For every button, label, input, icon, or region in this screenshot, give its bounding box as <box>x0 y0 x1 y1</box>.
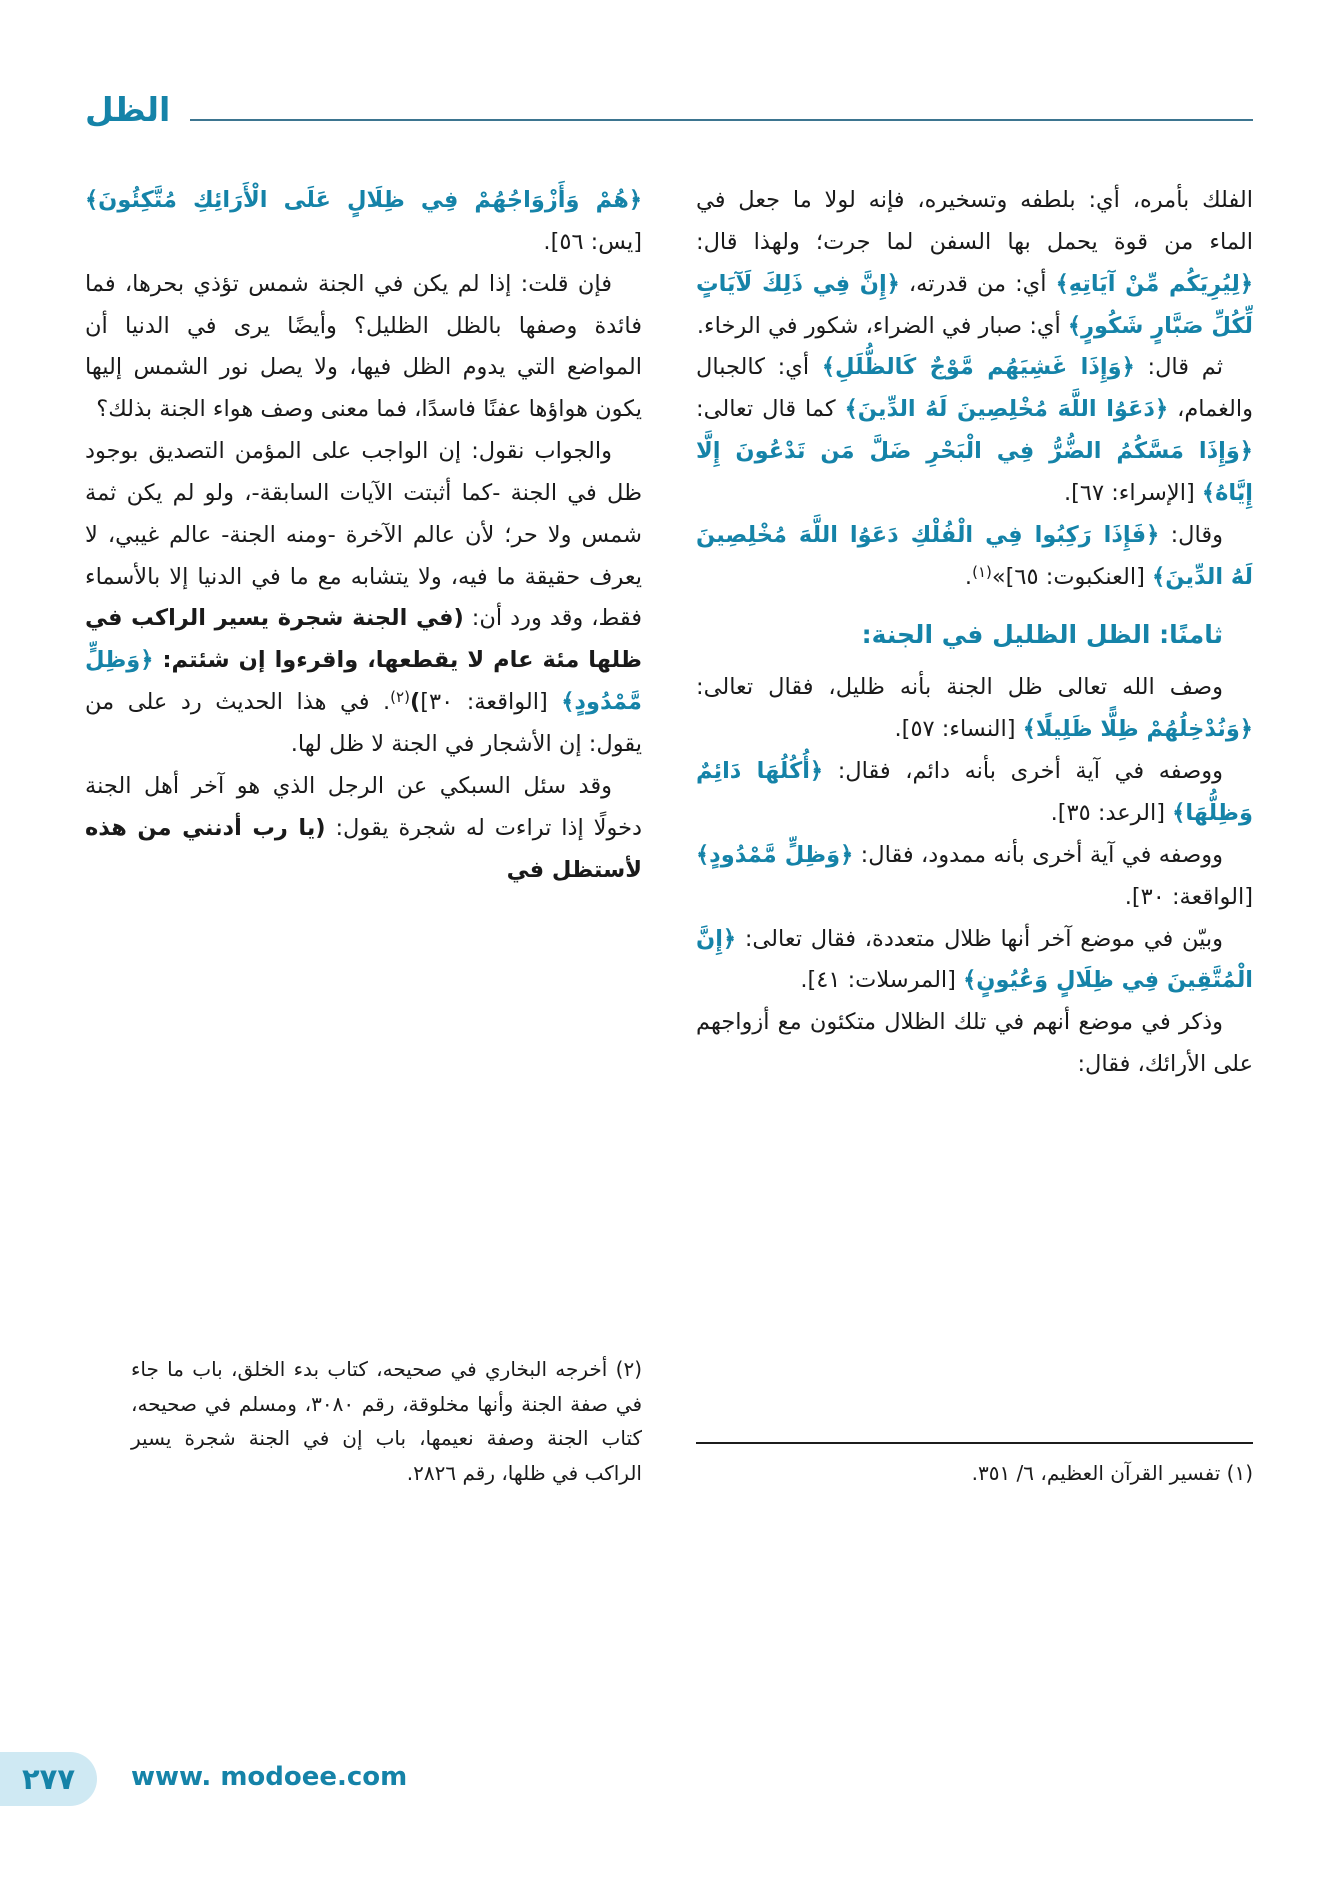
page-content <box>85 180 1253 1490</box>
emphasized-text: (في الجنة شجرة يسير الراكب في ظلها مئة عام لا يقطعها، واقرءوا إن شئتم: <box>85 605 642 674</box>
verse-reference: [العنكبوت: ٦٥] <box>1005 563 1153 590</box>
text-segment: . <box>964 563 973 590</box>
quran-verse: ﴿إِنَّ الْمُتَّقِينَ فِي ظِلَالٍ وَعُيُونٍ﴾ <box>696 925 1253 994</box>
text-segment: وصف الله تعالى ظل الجنة بأنه ظليل، فقال تعالى: <box>696 674 1223 701</box>
text-segment: . في هذا الحديث رد على من يقول: إن الأشجار في الجنة لا ظل لها. <box>85 689 642 757</box>
text-segment: ووصفه في آية أخرى بأنه دائم، فقال: <box>823 758 1223 785</box>
quran-verse: ﴿وَإِذَا غَشِيَهُم مَّوْجٌ كَالظُّلَلِ﴾ <box>821 354 1135 381</box>
text-segment: أي: من قدرته، <box>899 270 1056 297</box>
header-rule <box>190 119 1253 121</box>
paragraph <box>696 1002 1253 1086</box>
footnote-marker: (٢) <box>390 688 410 707</box>
column-second <box>85 180 642 1490</box>
footnote-marker: (١) <box>972 562 992 581</box>
text-segment: (٢) أخرجه البخاري في صحيحه، كتاب بدء الخلق، باب ما جاء في صفة الجنة وأنها مخلوقة، رقم ٣٠٨٠، ومسلم في صحيحه، كتاب الجنة وصفة نعيمها، باب إن في الجنة شجرة يسير الراكب في ظلها، رقم ٢٨٢٦. <box>131 1357 642 1485</box>
footnote-separator <box>696 1442 1253 1444</box>
text-segment: وقد سئل السبكي عن الرجل الذي هو آخر أهل الجنة دخولًا إذا تراءت له شجرة يقول: <box>85 772 642 841</box>
quran-verse: ﴿فَإِذَا رَكِبُوا فِي الْفُلْكِ دَعَوُا اللَّهَ مُخْلِصِينَ لَهُ الدِّينَ﴾ <box>696 521 1253 590</box>
paragraph <box>85 264 642 431</box>
page-header <box>85 92 1253 128</box>
section-heading: ثامنًا: الظل الظليل في الجنة: <box>861 620 1223 650</box>
text-segment: الفلك بأمره، أي: بلطفه وتسخيره، فإنه لولا ما جعل في الماء من قوة يحمل بها السفن لما جرت؛ ولهذا قال: <box>696 187 1253 255</box>
verse-reference: [المرسلات: ٤١]. <box>800 967 964 994</box>
quran-verse: ﴿وَظِلٍّ مَّمْدُودٍ﴾ <box>696 841 854 868</box>
paragraph <box>85 431 642 766</box>
paragraph <box>85 766 642 892</box>
verse-reference: [الإسراء: ٦٧]. <box>1063 479 1202 506</box>
text-segment: أي: صبار في الضراء، شكور في الرخاء. <box>696 312 1068 339</box>
footnotes-section <box>85 1338 642 1490</box>
verse-reference: [النساء: ٥٧]. <box>894 716 1023 743</box>
footnotes-section <box>696 1428 1253 1490</box>
text-segment: » <box>991 563 1006 590</box>
paragraph <box>696 347 1253 514</box>
column-first <box>696 180 1253 1490</box>
quran-verse: ﴿وَظِلٍّ مَّمْدُودٍ﴾ <box>85 647 642 716</box>
quran-verse: ﴿دَعَوُا اللَّهَ مُخْلِصِينَ لَهُ الدِّينَ﴾ <box>844 396 1169 423</box>
quran-verse: ﴿إِنَّ فِي ذَلِكَ لَآيَاتٍ لِّكُلِّ صَبَّارٍ شَكُورٍ﴾ <box>696 270 1253 339</box>
text-segment: كما قال تعالى: <box>696 396 845 423</box>
paragraph <box>696 180 1253 347</box>
quran-verse: ﴿لِيُرِيَكُم مِّنْ آيَاتِهِ﴾ <box>1055 270 1253 297</box>
quran-verse: ﴿أُكُلُهَا دَائِمٌ وَظِلُّهَا﴾ <box>696 758 1253 826</box>
verse-reference: [الواقعة: ٣٠] <box>420 689 562 716</box>
paragraph <box>696 835 1253 919</box>
text-segment: ثم قال: <box>1134 354 1223 381</box>
paragraph <box>696 667 1253 751</box>
verse-reference: [الرعد: ٣٥]. <box>1050 799 1173 826</box>
website-url: www. modoee.com <box>131 1762 408 1792</box>
emphasized-text: ) <box>409 689 421 716</box>
paragraph <box>696 751 1253 835</box>
paragraph <box>696 919 1253 1003</box>
text-segment: (١) تفسير القرآن العظيم، ٦/ ٣٥١. <box>971 1460 1253 1485</box>
chapter-title: الظل <box>85 90 171 129</box>
text-segment: والجواب نقول: إن الواجب على المؤمن التصديق بوجود ظل في الجنة -كما أثبتت الآيات السابقة-، ولو لم يكن ثمة شمس ولا حر؛ لأن عالم الآخرة -ومنه الجنة- عالم غيبي، لا يعرف حقيقة ما فيه، ولا يتشابه مع ما في الدنيا إلا بالأسماء فقط، وقد ورد أن: <box>85 438 642 632</box>
page-number-badge <box>0 1752 97 1806</box>
text-segment: ووصفه في آية أخرى بأنه ممدود، فقال: <box>853 841 1223 868</box>
text-segment: أي: كالجبال والغمام، <box>696 354 1253 423</box>
text-segment: وبيّن في موضع آخر أنها ظلال متعددة، فقال تعالى: <box>736 925 1223 952</box>
text-segment: وقال: <box>1159 521 1223 548</box>
text-segment: وذكر في موضع أنهم في تلك الظلال متكئون مع أزواجهم على الأرائك، فقال: <box>696 1009 1253 1078</box>
quran-verse: ﴿هُمْ وَأَزْوَاجُهُمْ فِي ظِلَالٍ عَلَى الْأَرَائِكِ مُتَّكِئُونَ﴾ <box>85 187 642 213</box>
quran-verse: ﴿وَإِذَا مَسَّكُمُ الضُّرُّ فِي الْبَحْرِ ضَلَّ مَن تَدْعُونَ إِلَّا إِيَّاهُ﴾ <box>696 438 1253 506</box>
page-number: ٢٧٧ <box>21 1762 76 1796</box>
quran-verse: ﴿وَنُدْخِلُهُمْ ظِلًّا ظَلِيلًا﴾ <box>1022 716 1253 743</box>
verse-reference: [الواقعة: ٣٠]. <box>1124 883 1253 910</box>
footnote <box>131 1352 642 1490</box>
text-segment: فإن قلت: إذا لم يكن في الجنة شمس تؤذي بحرها، فما فائدة وصفها بالظل الظليل؟ وأيضًا يرى في الدنيا أن المواضع التي يدوم الظل فيها، ولا يصل نور الشمس إليها يكون هواؤها عفنًا فاسدًا، فما معنى وصف هواء الجنة بذلك؟ <box>85 270 642 423</box>
footnote <box>696 1456 1253 1490</box>
paragraph <box>85 180 642 264</box>
emphasized-text: (يا رب أدنني من هذه لأستظل في <box>85 814 642 883</box>
paragraph <box>696 515 1253 599</box>
verse-reference: [يس: ٥٦]. <box>543 228 642 255</box>
